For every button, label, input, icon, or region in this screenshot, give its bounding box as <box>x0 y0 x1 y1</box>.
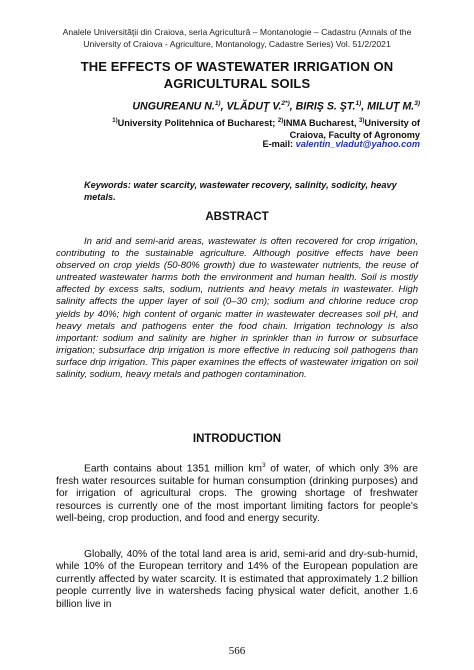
affiliations-line2: Craiova, Faculty of Agronomy <box>289 130 420 141</box>
paper-title-line2: AGRICULTURAL SOILS <box>163 76 311 91</box>
author-1-affiliation-mark: 1) <box>214 100 221 107</box>
author-4: , MILUŢ M. <box>361 100 415 113</box>
keywords-label: Keywords: <box>84 180 131 190</box>
author-3-affiliation-mark: 1) <box>355 100 362 107</box>
affiliation-3: University of <box>364 118 420 129</box>
keywords-text: water scarcity, wastewater recovery, salinity, sodicity, heavy metals. <box>84 180 397 202</box>
author-2: , VLĂDUŢ V. <box>220 100 282 113</box>
abstract-text: In arid and semi-arid areas, wastewater is often recovered for crop irrigation, contributing to the sustainable agriculture. Although positive effects have been observed on crop yields (50-80% growth) due to wastewater nutrients, the reuse of untreated wastewater harms both the environment and human health. Soil is mostly affected by excess salts, sodium, nutrients and heavy metals in wastewater. High salinity affects the upper layer of soil (0–30 cm); sodium and chlorine reduce crop yields by 40%; high content of organic matter in wastewater decreases soil pH, and heavy metals and pathogens enter the food chain. Irrigation technology is also important: sodium and salinity are higher in sprinkler than in furrow or subsurface irrigation; subsurface drip irrigation is more effective in reducing soil pathogens than surface drip irrigation. This paper examines the effects of wastewater irrigation on soil salinity, sodium, heavy metals and pathogen contamination. <box>56 236 418 381</box>
author-1: UNGUREANU N. <box>132 100 215 113</box>
author-3: , BIRIŞ S. ŞT. <box>289 100 356 113</box>
email-address: valentin_vladut@yahoo.com <box>295 139 420 149</box>
paper-title-line1: THE EFFECTS OF WASTEWATER IRRIGATION ON <box>80 59 394 74</box>
author-2-affiliation-mark: 2*) <box>281 100 290 107</box>
contact-email <box>40 139 420 149</box>
journal-header-line1: Analele Universităţii din Craiova, seria Agricultură – Montanologie – Cadastru (Annals of the <box>62 27 412 37</box>
affiliation-2-mark: 2) <box>277 118 284 124</box>
keywords <box>84 179 414 203</box>
introduction-paragraph-1 <box>56 460 418 525</box>
affiliation-2: INMA Bucharest, <box>283 118 359 129</box>
paper-title <box>40 58 434 92</box>
abstract-heading: ABSTRACT <box>205 211 269 223</box>
affiliations <box>40 115 420 141</box>
paragraph-1-rest: of water, of which only 3% are fresh water resources suitable for human consumption (drinking purposes) and for irrigation of agricultural crops. The growing shortage of freshwater resources is currently one of the most important limiting factors for people's well-being, crop production, and food and energy security. <box>56 463 418 525</box>
introduction-paragraph-2: Globally, 40% of the total land area is arid, semi-arid and dry-sub-humid, while 10% of the European territory and 14% of the European population are currently affected by water scarcity. It is estimated that approximately 1.2 billion people currently live in watersheds facing physical water deficit, another 1.6 billion live in <box>56 549 418 610</box>
author-4-affiliation-mark: 3) <box>414 100 420 107</box>
journal-header-line2: University of Craiova - Agriculture, Montanology, Cadastre Series) Vol. 51/2/2021 <box>83 38 391 49</box>
affiliation-3-mark: 3) <box>359 118 365 124</box>
page-number: 566 <box>228 645 246 657</box>
superscript-3: 3 <box>261 462 266 469</box>
affiliation-1-mark: 1) <box>112 118 118 124</box>
paragraph-1-start: Earth contains about 1351 million km <box>84 463 262 475</box>
introduction-heading: INTRODUCTION <box>192 433 282 445</box>
affiliation-1: University Politehnica of Bucharest; <box>117 118 278 129</box>
email-label: E-mail: <box>262 139 296 149</box>
author-list <box>40 100 420 113</box>
journal-header <box>50 27 424 50</box>
affiliations-line1 <box>40 115 420 129</box>
